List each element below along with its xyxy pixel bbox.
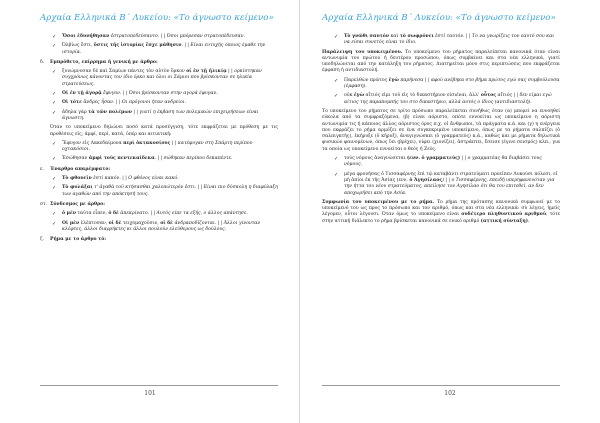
page-number: 102 bbox=[444, 390, 456, 397]
translation: αἴτιός | | δεν είμαι εγώ αίτιος της παραπομπής του στο δικαστήριο, αλλά αυτός ο ίδιος (αντιδιαστολή). bbox=[344, 93, 552, 105]
list-item bbox=[40, 43, 278, 56]
section-heading bbox=[40, 237, 278, 243]
paragraph-lead: Παράλειψη του υποκειμένου. bbox=[322, 49, 403, 55]
greek-text: Παρελθὼν πρῶτος bbox=[344, 77, 389, 83]
translation: . | | σώθηκαν περίπου δεκαπέντε. bbox=[154, 156, 233, 162]
checkmark-icon: ✓ bbox=[52, 34, 57, 40]
paragraph bbox=[322, 50, 560, 75]
greek-phrase: ὁ Ἀγησίλαος bbox=[409, 177, 443, 183]
checkmark-icon: ✓ bbox=[52, 100, 57, 107]
greek-phrase: Τὸ γνῶθι σαυτόν bbox=[344, 34, 390, 39]
greek-phrase: οἱ δὲ bbox=[160, 220, 173, 226]
page-number: 101 bbox=[144, 390, 156, 397]
greek-phrase: Ὅσοι ἐδυνήθησαν bbox=[62, 34, 110, 39]
greek-text: ταῦτα εἶπεν, bbox=[76, 211, 109, 217]
translation: | | ορκίστηκαν συγχρόνως κάνοντας τον ίδιο όρκο και όλοι οι Σάμιοι που βρίσκονταν σε ηλικία στρατεύσεως. bbox=[62, 69, 262, 87]
checkmark-icon: ✓ bbox=[334, 171, 339, 178]
greek-phrase: ἀμφὶ τοὺς πεντεκαίδεκα bbox=[88, 156, 155, 162]
list-item bbox=[40, 211, 278, 217]
section-heading bbox=[40, 60, 278, 66]
right-page-content bbox=[300, 34, 600, 228]
paragraph-text: Το υποκείμενο του ρήματος παραλείπεται κανονικά όταν είναι αντωνυμία του πρώτου ή δευτέρου προσώπου, όπως συμβαίνει και στα νέα ελληνικά, γιατί υποδηλώνεται από την κατάληξη του ρήματος. Διατηρείται μόνο στις περιπτώσεις που εκφράζεται έμφαση ή αντιδιαστολή. bbox=[322, 49, 561, 74]
left-page-content bbox=[0, 34, 300, 246]
section-heading bbox=[40, 202, 278, 208]
paragraph-text: . bbox=[527, 218, 530, 224]
checkmark-icon: ✓ bbox=[52, 185, 57, 192]
running-header-left: Αρχαία Ελληνικά Β΄ Λυκείου: «Το άγνωστο κείμενο» bbox=[40, 13, 274, 23]
greek-phrase: περὶ ὀκτακοσίους bbox=[123, 140, 171, 146]
translation: | | ο γραμματέας θα διαβάσει τους νόμους. bbox=[344, 156, 542, 168]
greek-phrase: ὅστις τῆς ἱστορίας ἔσχε μάθησιν bbox=[93, 43, 182, 49]
paragraph bbox=[322, 200, 560, 225]
paragraph-text: Το ρήμα της πρότασης κανονικά συμφωνεί με το υποκείμενό του ως προς το πρόσωπο και τον αριθμό, όπως και στα νέα ελληνικά: σὺ λέγεις, ἡμεῖς λέγομεν, οὗτοι λέγουσι. Όταν όμως το υποκείμενο είναι bbox=[322, 199, 560, 218]
greek-phrase: τὸ σωφρόνει bbox=[399, 34, 434, 39]
footer-rule bbox=[40, 385, 278, 386]
checkmark-icon: ✓ bbox=[52, 176, 57, 183]
translation: ἀνδραποδίζονται. | | Άλλοι γίνονταν κλέφτες, άλλοι διαρρήκτες κι άλλοι πουλούν ελεύθερους ως δούλους. bbox=[62, 220, 261, 232]
translation: ἐστὶ κακόν. | | Ο φθόνος είναι κακό. bbox=[91, 176, 179, 182]
list-item bbox=[40, 110, 278, 123]
section-label: δ. bbox=[40, 59, 45, 65]
section-heading bbox=[40, 167, 278, 173]
translation: τ' ἀγαθὰ τοῦ κτήσασθαι χαλεπώτερόν ἐστι. | | Είναι πιο δύσκολη η διαφύλαξη των αγαθών από την απόκτησή τους. bbox=[62, 185, 278, 197]
greek-text: Ἔφυγον εἰς Λακεδαίμονα bbox=[62, 140, 124, 146]
section-label: ε. bbox=[40, 166, 44, 172]
list-item bbox=[40, 176, 278, 182]
paragraph-emphasis: ουδέτερο πληθυντικού αριθμού bbox=[461, 212, 547, 218]
checkmark-icon: ✓ bbox=[52, 140, 57, 147]
greek-phrase: ἐγὼ bbox=[353, 93, 365, 99]
list-item bbox=[40, 185, 278, 198]
section-label: στ. bbox=[40, 201, 48, 207]
list-item bbox=[322, 34, 560, 47]
greek-text: τειχομαχοῦσιν, bbox=[121, 220, 161, 226]
footer-rule bbox=[322, 385, 560, 386]
checkmark-icon: ✓ bbox=[52, 109, 57, 116]
section-title: Σύνδεσμος με άρθρο: bbox=[50, 201, 105, 207]
checkmark-icon: ✓ bbox=[52, 91, 57, 98]
section-title: Ρήμα με το άρθρο τό: bbox=[50, 237, 107, 243]
list-item bbox=[322, 93, 560, 106]
list-item bbox=[322, 172, 560, 197]
translation: ἀπεκρίνατο. | | Αυτός είπε τα εξής, ο άλλος απάντησε. bbox=[118, 211, 248, 217]
greek-text: ἀδηλα γὰρ bbox=[62, 109, 89, 115]
translation: | | γιατί η έκβαση των πολεμικών επιχειρήσεων είναι άγνωστη. bbox=[62, 109, 259, 121]
greek-phrase: Οἱ τότε bbox=[62, 100, 82, 106]
checkmark-icon: ✓ bbox=[52, 43, 57, 50]
greek-phrase: οἱ ἐν τῇ ἡλικίᾳ bbox=[186, 69, 227, 75]
list-item bbox=[40, 100, 278, 106]
greek-text: τοὺς νόμους ἀναγνώσεται bbox=[344, 156, 407, 162]
list-item bbox=[40, 69, 278, 88]
translation: παρήνεσα | | αφού ανέβηκα στο βήμα πρώτος εγώ σας συμβούλευσα (έμφαση). bbox=[344, 77, 560, 90]
list-item bbox=[40, 34, 278, 40]
greek-text: αἴτιός εἰμι τοῦ εἰς τὸ δικαστήριον εἰσιέναι, ἀλλ' bbox=[364, 93, 481, 99]
translation: . | | Είναι ευτυχής όποιος έμαθε την ιστορία. bbox=[62, 43, 266, 55]
checkmark-icon: ✓ bbox=[334, 34, 339, 40]
greek-text: Ὀλβίως ἔστι, bbox=[62, 43, 94, 49]
greek-phrase: ὁ δὲ bbox=[108, 211, 119, 217]
paragraph: Το υποκείμενο του ρήματος σε τρίτο πρόσωπο παραλείπεται συνήθως όταν (α) μπορεί να εννοηθεί εύκολα από τα συμφραζόμενα, (β) είναι αόριστο, οπότε εννοείται ως υποκείμενο η αόριστη αντωνυμία τις ή κάποιος άλλος αόριστος όρος π.χ. οἱ ἄνθρωποι, τὰ πράγματα κ.ά. και (γ) η ενέργεια που εκφράζει το ρήμα αρμόζει σε ένα συγκεκριμένο υποκείμενο, όπως με τα ρήματα σαλπίζει (ὁ σαλπιγκτής), ἐκήρυξε (ὁ κῆρυξ), ἀναγιγνώσκει (ὁ γραμματεύς) κ.ά., καθώς και με ρήματα δηλωτικά φυσικών φαινομένων, όπως ὕει (βρέχει), νίφει (χιονίζει), ἀστράπτει, ἔσεισε (έγινε σεισμός) κλπ., για τα οποία ως υποκείμενο εννοείται ο θεός ή Ζεύς. bbox=[322, 108, 560, 152]
list-item bbox=[40, 141, 278, 154]
greek-phrase: ἐγὼ bbox=[388, 77, 399, 83]
greek-phrase: (ενν. ὁ γραμματεύς) bbox=[406, 156, 461, 162]
checkmark-icon: ✓ bbox=[52, 220, 57, 227]
paragraph-emphasis: (αττική σύνταξη) bbox=[480, 218, 528, 224]
greek-text: ξυνώμνυσαν δὲ καὶ Σαμίων πάντες τὸν αὐτὸν ὅρκον bbox=[62, 69, 187, 75]
greek-phrase: οἱ δὲ bbox=[108, 220, 122, 226]
greek-phrase: Τὸ φθονεῖν bbox=[62, 176, 92, 182]
greek-phrase: Οἱ μὲν bbox=[62, 220, 80, 226]
translation: ἔφυγον. | | Όσοι βρίσκονταν στην αγορά έφυγαν. bbox=[101, 91, 218, 97]
list-item bbox=[40, 91, 278, 97]
translation: ) | | ο Τισσαφέρνης, επειδή υπερηφανευόταν για την ήττα του νέου στρατεύματος, απείλησε τον Αγησίλαο ότι θα του επιτεθεί, αν δεν αποχωρήσει από την Ασία. bbox=[344, 177, 555, 196]
checkmark-icon: ✓ bbox=[52, 156, 57, 163]
list-item bbox=[40, 221, 278, 234]
section-label: ζ. bbox=[40, 237, 44, 243]
greek-phrase: οὗτος bbox=[480, 93, 497, 99]
section-title: Έναρθρο απαρέμφατο: bbox=[50, 166, 111, 172]
paragraph-text: , τότε στην αττική διάλεκτο το ρήμα βρίσκεται κανονικά σε ενικό αριθμό bbox=[322, 212, 560, 224]
greek-text: μέγα φρονήσας ὁ Τισσαφέρνης ἐπὶ τῷ καταβάντι στρατεύματι προεῖπεν Λυκούσι πόλεσι, εἰ μὴ ἀπίοι ἐκ τῆς Ἀσίας (ενν. bbox=[344, 171, 558, 183]
list-item bbox=[322, 156, 560, 169]
list-item bbox=[40, 156, 278, 162]
section-title: Εμπρόθετο, επίρρημα ή γενική με άρθρο: bbox=[50, 59, 158, 65]
greek-phrase: Τὸ φυλάξαι bbox=[62, 185, 93, 191]
greek-text: οὐκ bbox=[344, 93, 354, 99]
translation: | | κατέφυγαν στη Σπάρτη περίπου οχτακόσιοι. bbox=[62, 140, 253, 153]
checkmark-icon: ✓ bbox=[52, 69, 57, 76]
translation: ἐστρατοπεδεύσαντο. | | Όσοι μπόρεσαν στρατοπέδευσαν. bbox=[109, 34, 245, 39]
checkmark-icon: ✓ bbox=[52, 211, 57, 218]
checkmark-icon: ✓ bbox=[334, 77, 339, 84]
greek-text: καὶ bbox=[389, 34, 400, 39]
running-header-right: Αρχαία Ελληνικά Β΄ Λυκείου: «Το άγνωστο κείμενο» bbox=[322, 13, 556, 23]
checkmark-icon: ✓ bbox=[334, 93, 339, 100]
list-item bbox=[322, 78, 560, 91]
checkmark-icon: ✓ bbox=[334, 156, 339, 163]
paragraph: Όταν το υποκείμενο δηλώνει ποσό κατά προσέγγιση, τότε εκφράζεται με πρόθεση με τις προθέσεις εἰς, ἀμφί, περί, κατά, ὑπέρ και αιτιατική: bbox=[50, 125, 278, 137]
greek-phrase: ὁ μὲν bbox=[62, 211, 77, 217]
paragraph-lead: Συμφωνία του υποκειμένου με το ρήμα. bbox=[322, 199, 435, 205]
right-page bbox=[300, 0, 600, 423]
greek-phrase: Οἱ ἐν τῇ ἀγορᾷ bbox=[62, 91, 102, 97]
greek-text: ἐλέπτοσαν, bbox=[79, 220, 109, 226]
greek-text: Ἐσώθησαν bbox=[62, 156, 89, 162]
greek-phrase: τὰ τῶν πολέμων bbox=[88, 109, 132, 115]
translation: ἄνδρεϛ ἦσαν. | | Οι πρόγονοι ήταν ανδρείοι. bbox=[81, 100, 187, 106]
translation: ἐστὶ ταυτόν. | | Το να γνωρίζεις τον εαυτό σου και να είσαι συνετός είναι το ίδιο. bbox=[344, 34, 555, 46]
